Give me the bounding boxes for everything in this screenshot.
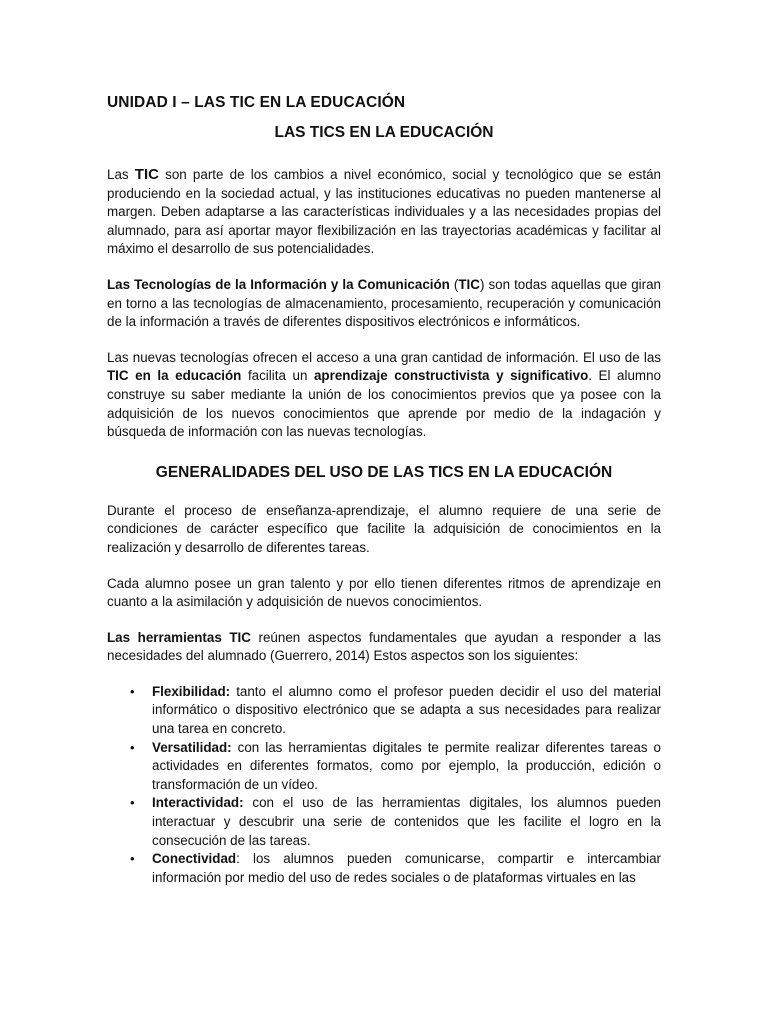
list-item [152,739,661,795]
bullet-text: con el uso de las herramientas digitales, los alumnos pueden interactuar y descubrir una serie de contenidos que les facilite el logro en la consecución de las tareas. [152,795,661,848]
paragraph-definition [107,276,661,332]
paragraph-talent: Cada alumno posee un gran talento y por ello tienen diferentes ritmos de aprendizaje en cuanto a la asimilación y adquisición de nuevos conocimientos. [107,575,661,610]
bullet-text: tanto el alumno como el profesor pueden decidir el uso del material informático o dispositivo electrónico que se adapta a sus necesidades para realizar una tarea en concreto. [152,683,661,737]
bullet-term: Flexibilidad: [152,683,231,699]
bullet-term: Interactividad: [152,795,244,811]
bullet-term: Conectividad [152,851,237,867]
text-span: ) son todas aquellas que giran en torno a las tecnologías de almacenamiento, procesamiento, recuperación y comunicación de la información a través de diferentes dispositivos electrónicos e informáticos. [107,276,661,330]
section-title: LAS TICS EN LA EDUCACIÓN [274,124,494,141]
bold-term: TIC en la educación [107,368,242,384]
text-span: facilita un [241,368,314,384]
section-title-generalidades: GENERALIDADES DEL USO DE LAS TICS EN LA EDUCACIÓN [155,463,613,481]
paragraph-new-tech [107,349,661,442]
bold-term: Las Tecnologías de la Información y la Comunicación [107,276,450,292]
list-item [152,850,661,887]
text-span: . El alumno construye su saber mediante la unión de los conocimientos previos que ya posee con la adquisición de los nuevos conocimientos que aprende por medio de la indagación y búsqueda de información con las nuevas tecnologías. [107,368,661,440]
bold-term: Las herramientas TIC [107,629,251,645]
text-span: ( [449,276,459,292]
list-item [152,794,661,850]
bullet-term: Versatilidad: [152,739,232,755]
paragraph-process: Durante el proceso de enseñanza-aprendizaje, el alumno requiere de una serie de condiciones de carácter específico que facilite la adquisición de conocimientos en la realización y desarrollo de diferentes tareas. [107,502,661,555]
bold-term: aprendizaje constructivista y significativo [313,368,589,384]
bullet-text: : los alumnos pueden comunicarse, compartir e intercambiar información por medio del uso de redes sociales o de plataformas virtuales en las [152,851,661,885]
aspects-list [107,683,661,888]
paragraph-intro [107,166,661,259]
paragraph-tools [107,629,661,666]
bold-term: TIC [458,276,480,292]
text-span: Las nuevas tecnologías ofrecen el acceso a una gran cantidad de información. El uso de las [107,349,661,365]
text-span: Las [107,167,135,182]
text-span: reúnen aspectos fundamentales que ayudan a responder a las necesidades del alumnado (Guerrero, 2014) Estos aspectos son los siguientes: [107,629,661,664]
text-span: son parte de los cambios a nivel económico, social y tecnológico que se están produciendo en la sociedad actual, y las instituciones educativas no pueden mantenerse al margen. Deben adaptarse a las características individuales y a las necesidades propias del alumnado, para así aportar mayor flexibilización en las trayectorias académicas y facilitar al máximo el desarrollo de sus potencialidades. [107,167,661,257]
unit-title: UNIDAD I – LAS TIC EN LA EDUCACIÓN [107,94,406,111]
bold-term: TIC [134,166,159,183]
bullet-text: con las herramientas digitales te permite realizar diferentes tareas o actividades en diferentes formatos, como por ejemplo, la producción, edición o transformación de un vídeo. [152,739,661,792]
list-item [152,683,661,739]
